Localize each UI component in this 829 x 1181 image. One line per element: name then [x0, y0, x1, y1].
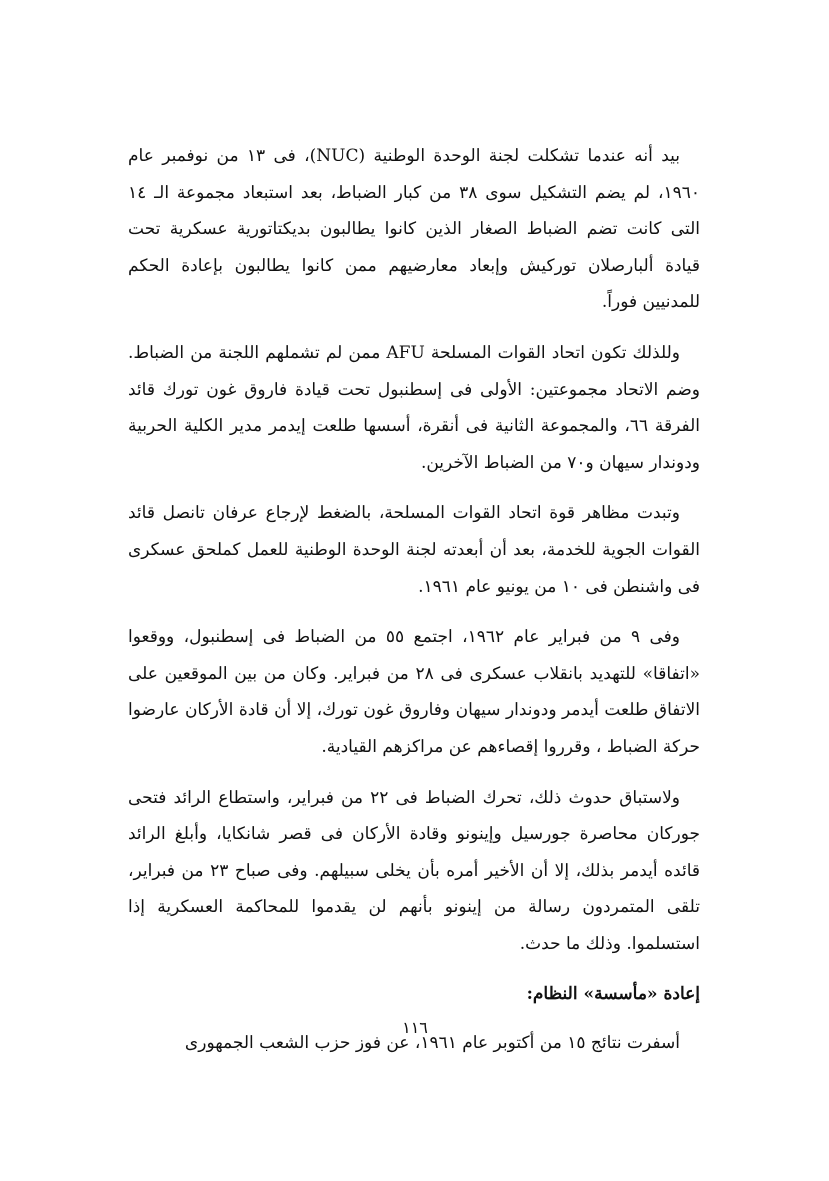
paragraph-afu-power: وتبدت مظاهر قوة اتحاد القوات المسلحة، بالضغط لإرجاع عرفان تانصل قائد القوات الجوية للخدمة، بعد أن أبعدته لجنة الوحدة الوطنية للعمل كملحق عسكرى فى واشنطن فى ١٠ من يونيو عام ١٩٦١. [128, 503, 700, 597]
body-text [128, 138, 700, 1076]
paragraph-october-results: أسفرت نتائج ١٥ من أكتوبر عام ١٩٦١، عن فوز حزب الشعب الجمهورى [184, 1033, 680, 1054]
paragraph-nuc-formation: بيد أنه عندما تشكلت لجنة الوحدة الوطنية (NUC)، فى ١٣ من نوفمبر عام ١٩٦٠، لم يضم التشكيل سوى ٣٨ من كبار الضباط، بعد استبعاد مجموعة الـ ١٤ التى كانت تضم الضباط الصغار الذين كانوا يطالبون بديكتاتورية عسكرية تحت قيادة ألبارصلان توركيش وإبعاد معارضيهم ممن كانوا يطالبون بإعادة الحكم للمدنيين فوراً. [128, 146, 700, 313]
paragraph-february-agreement: وفى ٩ من فبراير عام ١٩٦٢، اجتمع ٥٥ من الضباط فى إسطنبول، ووقعوا «اتفاقا» للتهديد بانقلاب عسكرى فى ٢٨ من فبراير. وكان من بين الموقعين على الاتفاق طلعت أيدمر ودوندار سيهان وفاروق غون تورك، إلا أن قادة الأركان عارضوا حركة الضباط ، وقرروا إقصاءهم عن مراكزهم القيادية. [128, 627, 701, 757]
page-number: ١١٦ [402, 1018, 428, 1037]
paragraph-afu-formation: وللذلك تكون اتحاد القوات المسلحة AFU ممن لم تشملهم اللجنة من الضباط. وضم الاتحاد مجموعتين: الأولى فى إسطنبول تحت قيادة فاروق غون تورك قائد الفرقة ٦٦، والمجموعة الثانية فى أنقرة، أسسها طلعت إيدمر مدير الكلية الحربية ودوندار سيهان و٧٠ من الضباط الآخرين. [128, 342, 700, 473]
paragraph-february-events: ولاستباق حدوث ذلك، تحرك الضباط فى ٢٢ من فبراير، واستطاع الرائد فتحى جوركان محاصرة جورسيل وإينونو وقادة الأركان فى قصر شانكايا، وأبلغ الرائد قائده أيدمر بذلك، إلا أن الأخير أمره بأن يخلى سبيلهم. وفى صباح ٢٣ من فبراير، تلقى المتمردون رسالة من إينونو بأنهم لن يقدموا للمحاكمة العسكرية إذا استسلموا. وذلك ما حدث. [128, 787, 700, 954]
section-heading: إعادة «مأسسة» النظام: [526, 984, 700, 1005]
